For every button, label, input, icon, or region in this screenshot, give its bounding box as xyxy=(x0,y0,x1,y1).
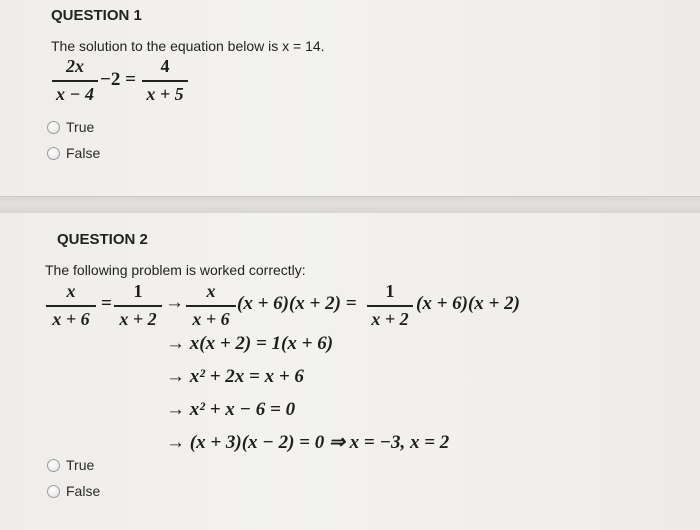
question-1-prompt: The solution to the equation below is x = 14. xyxy=(51,38,325,54)
fraction-numerator: 1 xyxy=(133,281,143,301)
equation-fraction-left xyxy=(52,56,98,105)
fraction-denominator: x + 6 xyxy=(192,308,230,329)
fraction-denominator: x − 4 xyxy=(56,83,94,104)
question-2-panel xyxy=(0,213,700,530)
question-1-title: QUESTION 1 xyxy=(51,7,142,24)
option-true-q2[interactable] xyxy=(47,457,94,473)
radio-button[interactable] xyxy=(47,147,60,160)
fraction-numerator: x xyxy=(66,281,76,301)
step-line: → x² + x − 6 = 0 xyxy=(166,399,296,420)
step1-fraction-2 xyxy=(114,281,162,330)
fraction-numerator: 4 xyxy=(160,56,170,76)
equals-sign: = xyxy=(101,293,112,314)
option-false-q1[interactable] xyxy=(47,145,100,161)
fraction-numerator: 2x xyxy=(66,56,84,76)
option-label: False xyxy=(66,145,101,161)
equation-fraction-right xyxy=(142,56,188,105)
step-line: → (x + 3)(x − 2) = 0 ⇒ x = −3, x = 2 xyxy=(166,432,450,453)
radio-button[interactable] xyxy=(47,485,60,498)
question-1-panel xyxy=(0,0,700,196)
fraction-numerator: 1 xyxy=(385,281,395,301)
question-2-prompt: The following problem is worked correctly: xyxy=(45,262,306,278)
step-line: → x(x + 2) = 1(x + 6) xyxy=(166,333,334,354)
option-label: True xyxy=(66,119,95,135)
fraction-denominator: x + 5 xyxy=(146,83,184,104)
step1-product-left: (x + 6)(x + 2) = xyxy=(237,293,357,314)
arrow-icon: → xyxy=(165,292,184,313)
option-label: False xyxy=(66,483,101,499)
step1-fraction-4 xyxy=(367,281,413,330)
radio-button[interactable] xyxy=(47,459,60,472)
section-divider xyxy=(0,196,700,214)
option-true-q1[interactable] xyxy=(47,119,94,135)
step1-fraction-1 xyxy=(46,281,96,330)
fraction-numerator: x xyxy=(206,281,216,301)
step-line: → x² + 2x = x + 6 xyxy=(166,366,304,387)
step1-fraction-3 xyxy=(186,281,236,330)
step1-product-right: (x + 6)(x + 2) xyxy=(416,293,520,314)
equation-minus-two: −2 = xyxy=(100,69,136,90)
radio-button[interactable] xyxy=(47,121,60,134)
option-false-q2[interactable] xyxy=(47,483,100,499)
question-2-title: QUESTION 2 xyxy=(57,231,148,248)
fraction-denominator: x + 6 xyxy=(52,308,90,329)
fraction-denominator: x + 2 xyxy=(371,308,409,329)
fraction-denominator: x + 2 xyxy=(119,308,157,329)
option-label: True xyxy=(66,457,95,473)
